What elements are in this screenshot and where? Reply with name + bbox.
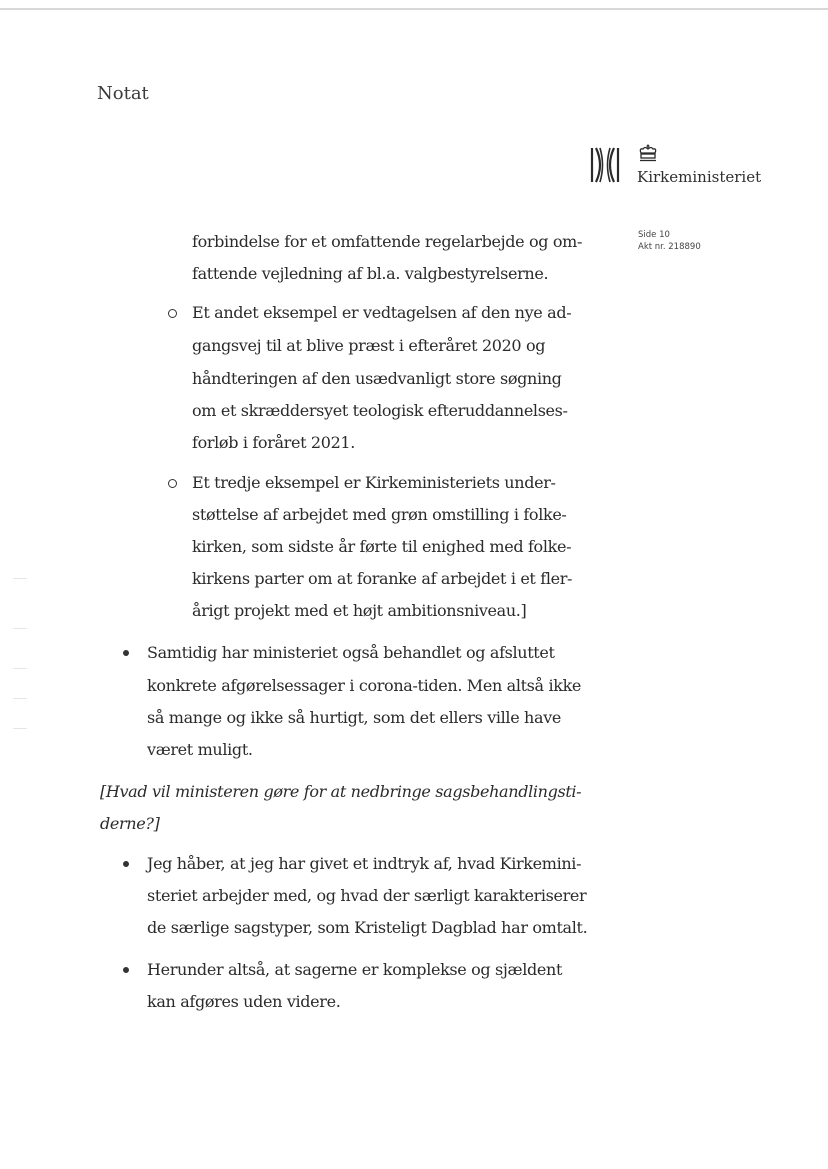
bullet-dot-icon — [123, 650, 129, 656]
text-line: kirkens parter om at foranke af arbejdet i et fler- — [192, 569, 573, 588]
page-number: Side 10 — [638, 230, 670, 240]
bullet-dot-icon — [123, 967, 129, 973]
margin-scan-mark — [13, 578, 27, 579]
circle-bullet-icon — [168, 479, 177, 488]
text-line: gangsvej til at blive præst i efteråret 2020 og — [192, 336, 546, 355]
bullet-dot-icon — [123, 861, 129, 867]
text-line: Herunder altså, at sagerne er komplekse og sjældent — [147, 960, 563, 979]
case-number: Akt nr. 218890 — [638, 242, 701, 252]
margin-scan-mark — [13, 628, 27, 629]
text-line: kan afgøres uden videre. — [147, 992, 341, 1011]
text-line: kirken, som sidste år førte til enighed med folke- — [192, 537, 572, 556]
margin-scan-mark — [13, 698, 27, 699]
document-type-label: Notat — [97, 83, 149, 104]
text-line: Et tredje eksempel er Kirkeministeriets under- — [192, 473, 556, 492]
text-line: Et andet eksempel er vedtagelsen af den nye ad- — [192, 303, 572, 322]
ministry-logo — [590, 144, 770, 188]
text-line: de særlige sagstyper, som Kristeligt Dagblad har omtalt. — [147, 918, 588, 937]
text-line: så mange og ikke så hurtigt, som det ellers ville have — [147, 708, 561, 727]
margin-scan-mark — [13, 668, 27, 669]
question-line: derne?] — [100, 814, 160, 833]
circle-bullet-icon — [168, 309, 177, 318]
text-line: steriet arbejder med, og hvad der særligt karakteriserer — [147, 886, 587, 905]
text-line: årigt projekt med et højt ambitionsniveau.] — [192, 601, 527, 620]
scan-top-edge — [0, 8, 828, 10]
question-line: [Hvad vil ministeren gøre for at nedbringe sagsbehandlingsti- — [100, 782, 582, 801]
text-line: Samtidig har ministeriet også behandlet og afsluttet — [147, 643, 555, 662]
text-line: forbindelse for et omfattende regelarbejde og om- — [192, 232, 583, 251]
margin-scan-mark — [13, 728, 27, 729]
text-line: håndteringen af den usædvanligt store søgning — [192, 369, 562, 388]
text-line: om et skræddersyet teologisk efteruddannelses- — [192, 401, 568, 420]
ministry-logo-mark-icon — [590, 146, 620, 184]
crown-icon — [638, 144, 658, 162]
text-line: fattende vejledning af bl.a. valgbestyrelserne. — [192, 264, 549, 283]
text-line: været muligt. — [147, 740, 253, 759]
text-line: Jeg håber, at jeg har givet et indtryk af, hvad Kirkemini- — [147, 854, 582, 873]
ministry-name: Kirkeministeriet — [637, 168, 762, 186]
text-line: forløb i foråret 2021. — [192, 433, 355, 452]
text-line: støttelse af arbejdet med grøn omstilling i folke- — [192, 505, 567, 524]
page-metadata — [638, 229, 701, 253]
text-line: konkrete afgørelsessager i corona-tiden. Men altså ikke — [147, 676, 582, 695]
